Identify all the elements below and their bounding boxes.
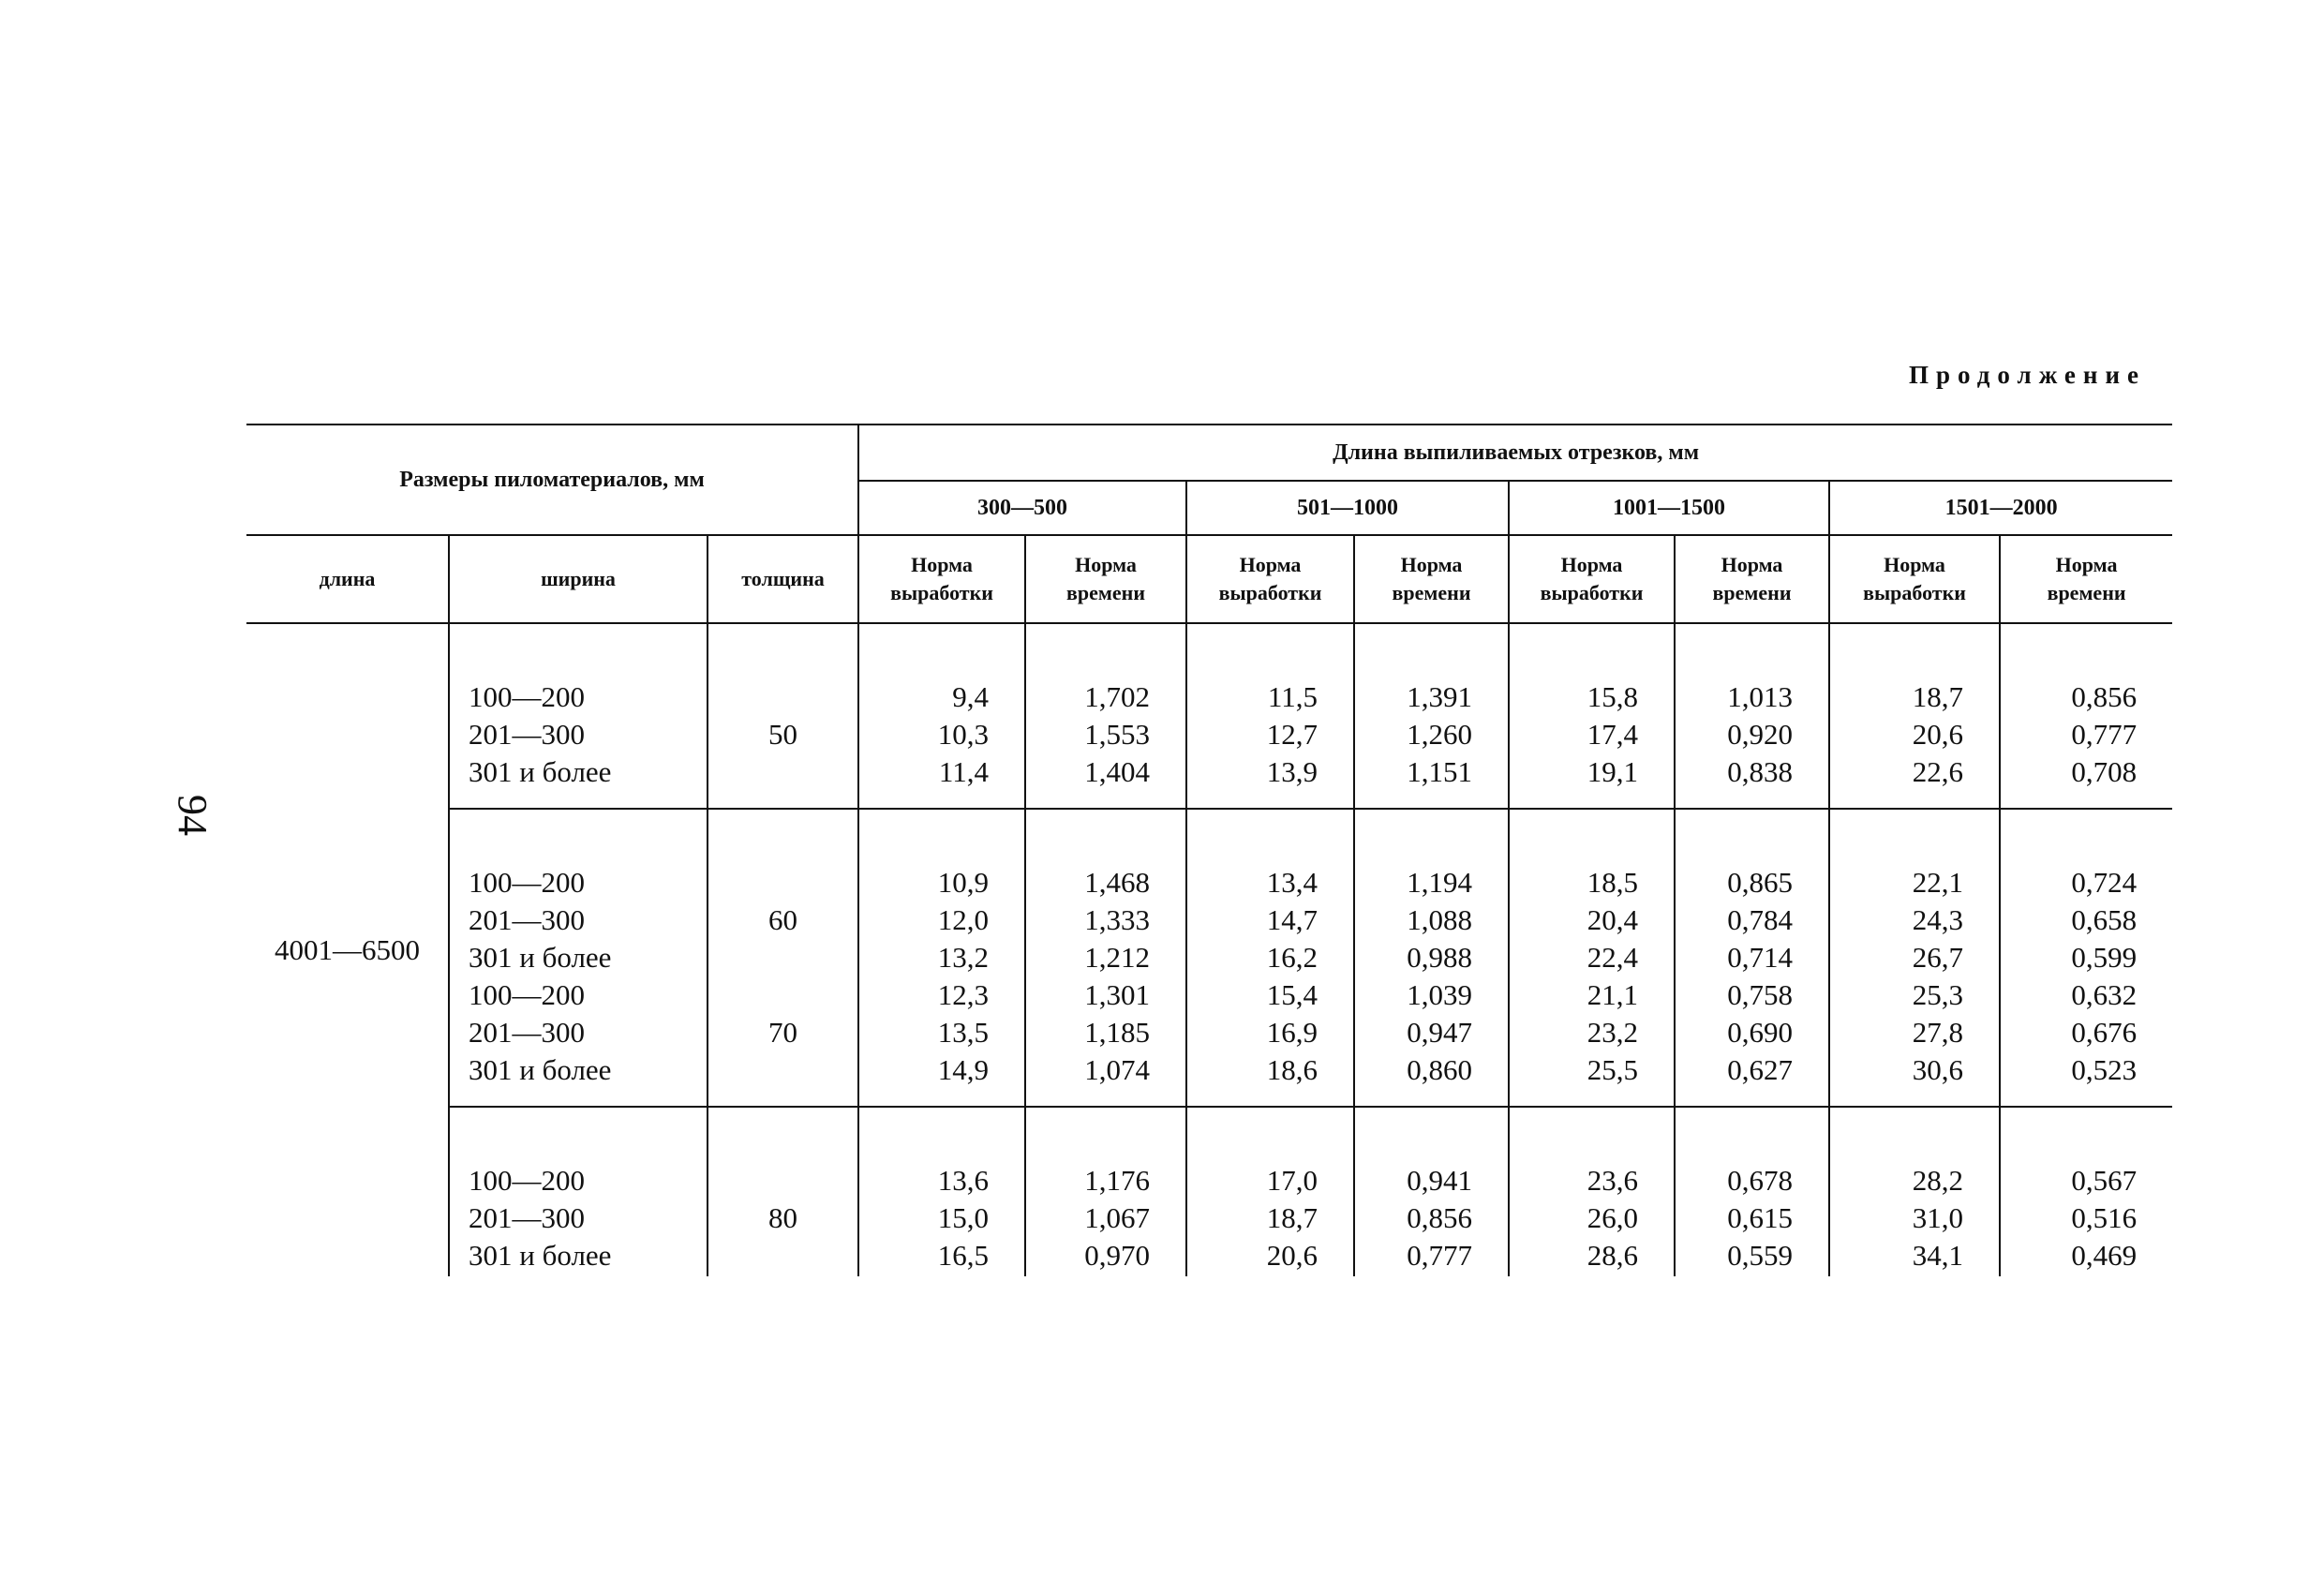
width-cell: 100—200 201—300 301 и более bbox=[449, 623, 708, 809]
value-cell: 0,941 0,856 0,777 bbox=[1354, 1107, 1509, 1276]
value-cell: 23,6 26,0 28,6 bbox=[1509, 1107, 1675, 1276]
range-header: 501—1000 bbox=[1186, 481, 1509, 535]
dims-header: Размеры пиломатериалов, мм bbox=[246, 425, 858, 535]
value-cell: 0,865 0,784 0,714 0,758 0,690 0,627 bbox=[1675, 809, 1829, 1107]
col-width-header: ширина bbox=[449, 535, 708, 623]
value-cell: 22,1 24,3 26,7 25,3 27,8 30,6 bbox=[1829, 809, 2000, 1107]
table-body bbox=[246, 623, 2172, 1276]
table-row-group bbox=[246, 809, 2172, 1107]
value-cell: 9,4 10,3 11,4 bbox=[858, 623, 1025, 809]
norms-table bbox=[246, 424, 2172, 1276]
width-cell: 100—200 201—300 301 и более 100—200 201—300 301 и более bbox=[449, 809, 708, 1107]
value-cell: 10,9 12,0 13,2 12,3 13,5 14,9 bbox=[858, 809, 1025, 1107]
value-cell: 13,4 14,7 16,2 15,4 16,9 18,6 bbox=[1186, 809, 1354, 1107]
value-cell: 1,391 1,260 1,151 bbox=[1354, 623, 1509, 809]
col-thickness-header: толщина bbox=[708, 535, 858, 623]
norm-output-header: Норма выработки bbox=[1829, 535, 2000, 623]
continuation-label: Продолжение bbox=[1909, 361, 2146, 389]
value-cell: 1,702 1,553 1,404 bbox=[1025, 623, 1186, 809]
value-cell: 15,8 17,4 19,1 bbox=[1509, 623, 1675, 809]
norm-output-header: Норма выработки bbox=[1186, 535, 1354, 623]
range-header: 1501—2000 bbox=[1829, 481, 2172, 535]
table-row-group bbox=[246, 1107, 2172, 1276]
length-cell: 4001—6500 bbox=[246, 623, 449, 1276]
norm-time-header: Норма времени bbox=[1675, 535, 1829, 623]
norm-output-header: Норма выработки bbox=[858, 535, 1025, 623]
value-cell: 1,176 1,067 0,970 bbox=[1025, 1107, 1186, 1276]
value-cell: 13,6 15,0 16,5 bbox=[858, 1107, 1025, 1276]
value-cell: 0,678 0,615 0,559 bbox=[1675, 1107, 1829, 1276]
range-header: 1001—1500 bbox=[1509, 481, 1829, 535]
value-cell: 18,7 20,6 22,6 bbox=[1829, 623, 2000, 809]
norm-output-header: Норма выработки bbox=[1509, 535, 1675, 623]
norm-time-header: Норма времени bbox=[2000, 535, 2172, 623]
value-cell: 1,013 0,920 0,838 bbox=[1675, 623, 1829, 809]
table-header bbox=[246, 425, 2172, 623]
col-length-header: длина bbox=[246, 535, 449, 623]
value-cell: 17,0 18,7 20,6 bbox=[1186, 1107, 1354, 1276]
width-cell: 100—200 201—300 301 и более bbox=[449, 1107, 708, 1276]
norms-table-container bbox=[246, 424, 2153, 1276]
thickness-cell: 50 bbox=[708, 623, 858, 809]
value-cell: 11,5 12,7 13,9 bbox=[1186, 623, 1354, 809]
norm-time-header: Норма времени bbox=[1025, 535, 1186, 623]
range-header: 300—500 bbox=[858, 481, 1186, 535]
value-cell: 1,468 1,333 1,212 1,301 1,185 1,074 bbox=[1025, 809, 1186, 1107]
lengths-header: Длина выпиливаемых отрезков, мм bbox=[858, 425, 2172, 481]
value-cell: 18,5 20,4 22,4 21,1 23,2 25,5 bbox=[1509, 809, 1675, 1107]
value-cell: 0,856 0,777 0,708 bbox=[2000, 623, 2172, 809]
subheader-row bbox=[246, 535, 2172, 623]
table-row-group bbox=[246, 623, 2172, 809]
value-cell: 0,724 0,658 0,599 0,632 0,676 0,523 bbox=[2000, 809, 2172, 1107]
thickness-cell: 80 bbox=[708, 1107, 858, 1276]
value-cell: 1,194 1,088 0,988 1,039 0,947 0,860 bbox=[1354, 809, 1509, 1107]
norm-time-header: Норма времени bbox=[1354, 535, 1509, 623]
value-cell: 28,2 31,0 34,1 bbox=[1829, 1107, 2000, 1276]
value-cell: 0,567 0,516 0,469 bbox=[2000, 1107, 2172, 1276]
page-number-text: 94 bbox=[170, 795, 216, 836]
thickness-cell: 60 70 bbox=[708, 809, 858, 1107]
